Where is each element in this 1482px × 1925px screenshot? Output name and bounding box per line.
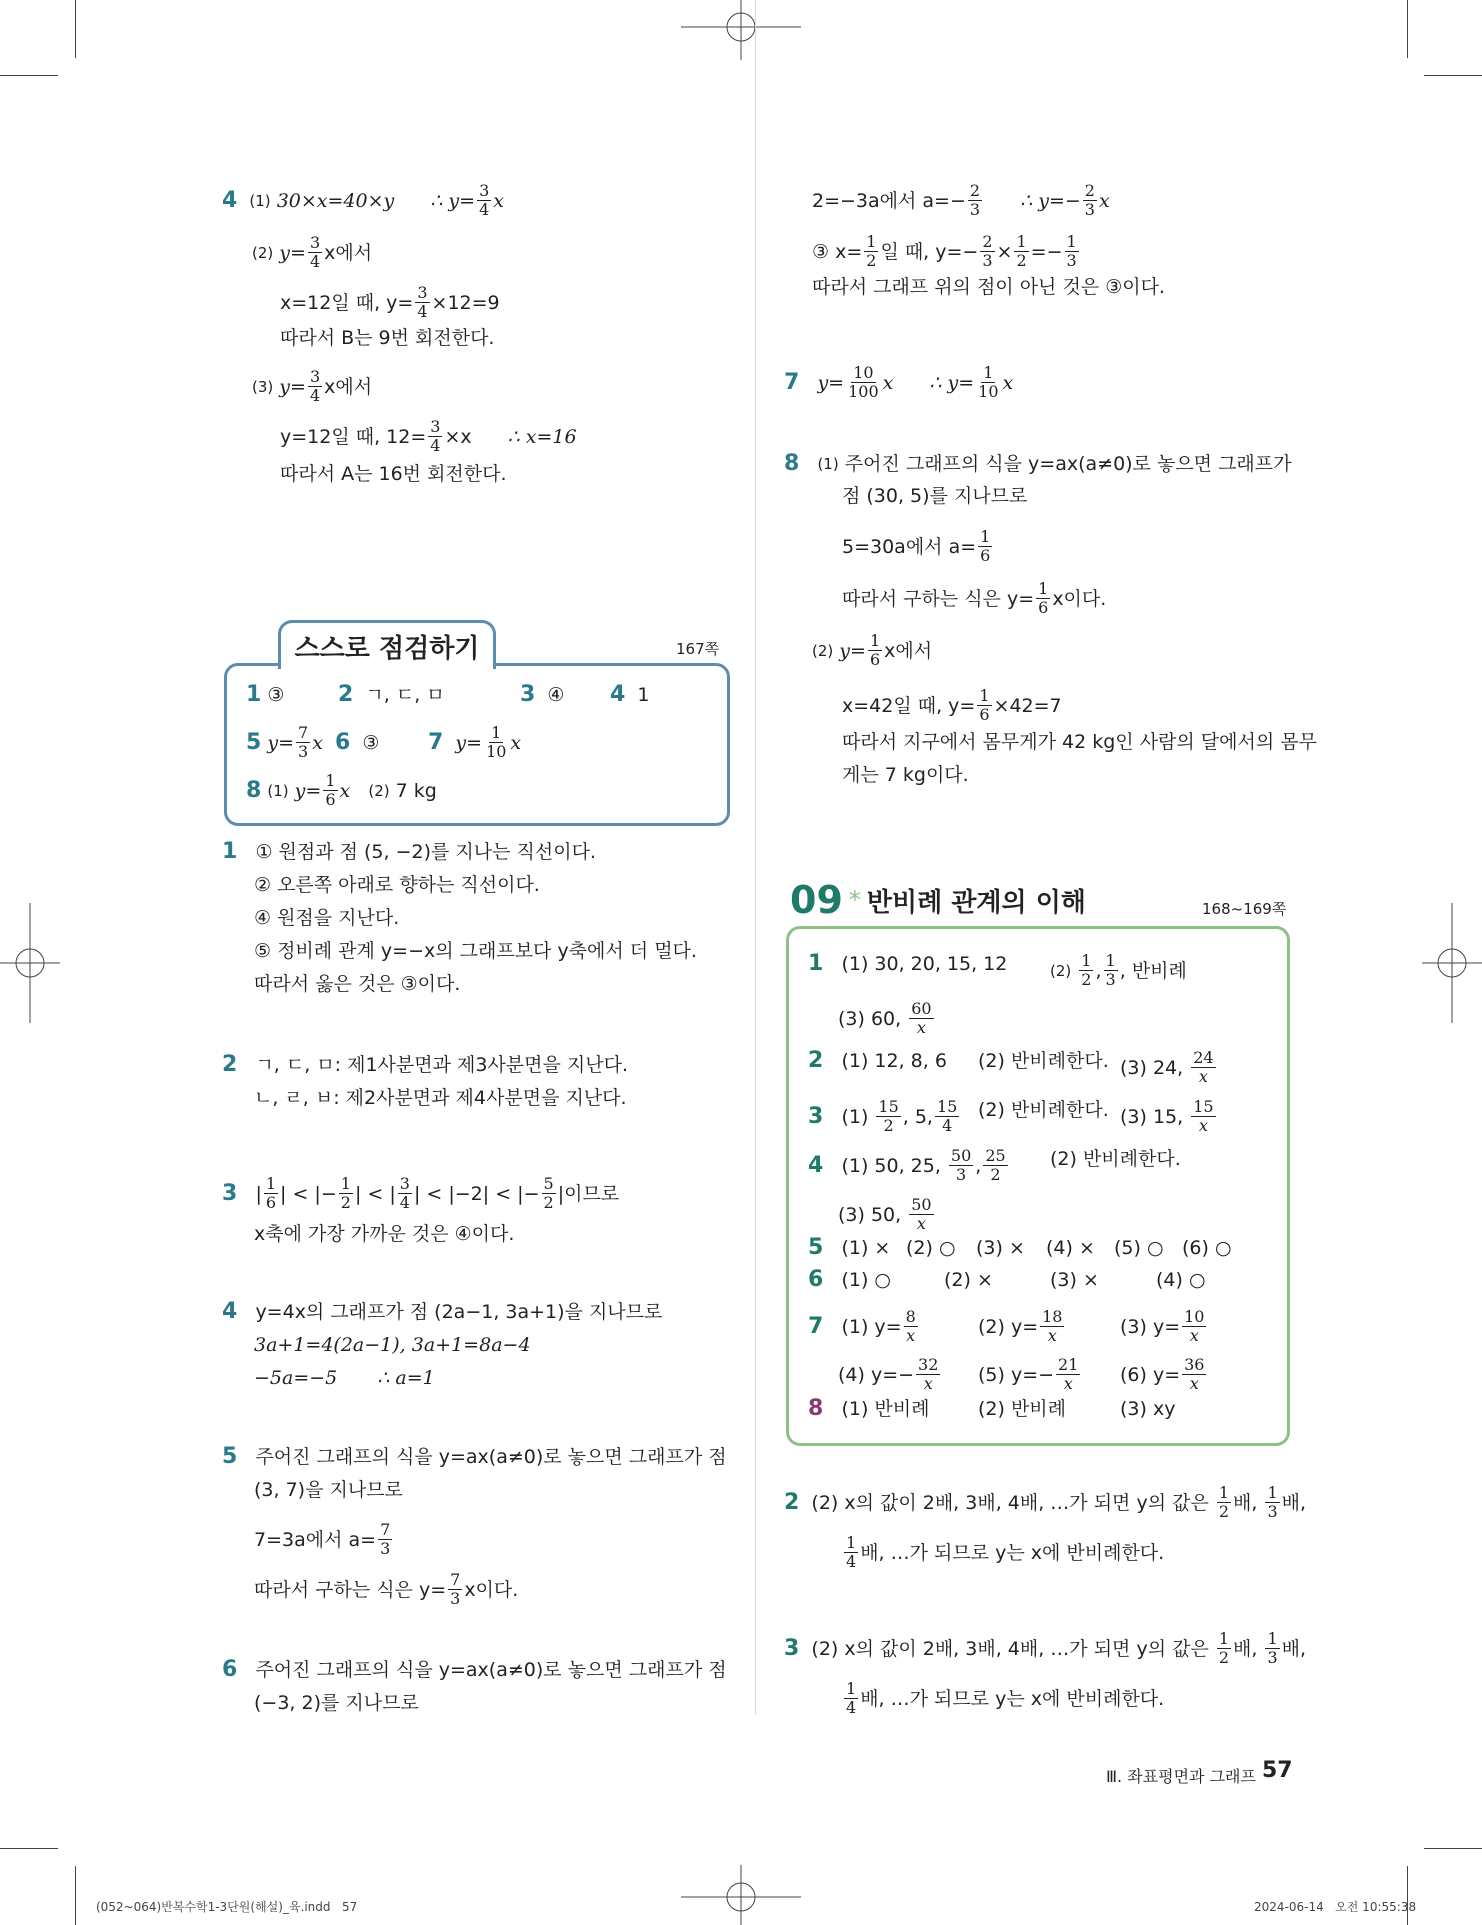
box-row-8b: (2) 반비례 — [978, 1398, 1067, 1420]
box-row-4c: (3) 50, $\frac{50}{x}$ — [838, 1195, 932, 1233]
box-row-6d: (4) ○ — [1156, 1269, 1206, 1291]
q8: 8 (1) 주어진 그래프의 식을 y=ax(a≠0)로 놓으면 그래프가 — [784, 451, 1292, 476]
box-row-5d: (4) × — [1046, 1237, 1095, 1259]
box-row-2c: (3) 24, $\frac{24}{x}$ — [1120, 1048, 1214, 1086]
answer-2: 2 ㄱ, ㄷ, ㅁ: 제1사분면과 제3사분면을 지난다. — [222, 1052, 628, 1077]
box-row-5b: (2) ○ — [906, 1237, 956, 1259]
q4-part2: (2) y= $\frac{3}{4}$ x에서 — [252, 233, 373, 271]
box-row-5f: (6) ○ — [1182, 1237, 1232, 1259]
self-check-title: 스스로 점검하기 — [278, 620, 496, 669]
column-divider — [755, 0, 756, 1715]
box-row-3: 3 (1) $\frac{15}{2}$ , 5, $\frac{15}{4}$ — [808, 1097, 958, 1135]
q4-part2-line3: 따라서 B는 9번 회전한다. — [280, 327, 495, 349]
box-row-1c: (3) 60, $\frac{60}{x}$ — [838, 999, 932, 1037]
crop-mark — [1424, 1848, 1482, 1849]
section-header — [790, 878, 1086, 922]
answer-5-line4: 따라서 구하는 식은 y= $\frac{7}{3}$ x이다. — [254, 1570, 519, 1608]
answer-4-line3: −5a=−5 ∴ a=1 — [254, 1367, 435, 1389]
fraction: $\frac{3}{4}$ — [479, 181, 490, 219]
q4-part3-line2: y=12일 때, 12= $\frac{3}{4}$ ×x ∴ x=16 — [280, 417, 577, 455]
crop-mark — [1407, 0, 1408, 58]
answer-5-line3: 7=3a에서 a= $\frac{7}{3}$ — [254, 1520, 391, 1558]
self-check-row3: 8 (1) y= $\frac{1}{6}$ x (2) 7 kg — [246, 771, 437, 809]
crop-mark — [1407, 1866, 1408, 1925]
date-info: 2024-06-14 오전 10:55:38 — [1254, 1900, 1417, 1914]
q8-line8: 게는 7 kg이다. — [842, 764, 969, 786]
q8-line2: 점 (30, 5)를 지나므로 — [842, 485, 1028, 507]
answer-5-line2: (3, 7)을 지나므로 — [254, 1479, 403, 1501]
box-row-7c: (3) y= $\frac{10}{x}$ — [1120, 1307, 1205, 1345]
q8-part2: (2) y= $\frac{1}{6}$ x에서 — [812, 631, 933, 669]
chapter-label: Ⅲ. 좌표평면과 그래프 — [1106, 1767, 1256, 1786]
box-row-1: 1 (1) 30, 20, 15, 12 — [808, 951, 1008, 976]
page-number: 57 — [1262, 1758, 1293, 1783]
crop-mark — [75, 0, 76, 58]
box-row-5c: (3) × — [976, 1237, 1025, 1259]
q8-line6: x=42일 때, y= $\frac{1}{6}$ ×42=7 — [842, 686, 1062, 724]
registration-mark-icon — [1422, 903, 1482, 1023]
q4-part1: 4 (1) 30×x=40×y ∴ y= $\frac{3}{4}$ x — [222, 181, 504, 219]
box-row-3b: (2) 반비례한다. — [978, 1099, 1109, 1121]
box-row-2b: (2) 반비례한다. — [978, 1050, 1109, 1072]
answer-3: 3 | $\frac{1}{6}$ | < |− $\frac{1}{2}$ | < | $\frac{3}{4}$ | < |−2| < |− $\frac{5}{2}$ |이므로 — [222, 1174, 620, 1212]
box-row-8c: (3) xy — [1120, 1398, 1176, 1420]
answer-1-line5: 따라서 옳은 것은 ③이다. — [254, 973, 461, 995]
answer-1-line2: ② 오른쪽 아래로 향하는 직선이다. — [254, 874, 540, 896]
self-check-row1d: 4 1 — [610, 682, 650, 707]
self-check-row2: 5 y= $\frac{7}{3}$ x 6 ③ — [246, 723, 380, 761]
box-row-7e: (5) y=− $\frac{21}{x}$ — [978, 1355, 1079, 1393]
crop-mark — [0, 75, 58, 76]
explanation-3-line2: $\frac{1}{4}$ 배, …가 되므로 y는 x에 반비례한다. — [846, 1679, 1165, 1717]
r-line2: ③ x= $\frac{1}{2}$ 일 때, y=− $\frac{2}{3}$ × $\frac{1}{2}$ =− $\frac{1}{3}$ — [812, 232, 1077, 270]
explanation-3: 3 (2) x의 값이 2배, 3배, 4배, …가 되면 y의 값은 $\frac{1}{2}$ 배, $\frac{1}{3}$ 배, — [784, 1629, 1307, 1667]
section-number: 09 — [790, 878, 843, 922]
q4-part3: (3) y= $\frac{3}{4}$ x에서 — [252, 367, 373, 405]
r-line3: 따라서 그래프 위의 점이 아닌 것은 ③이다. — [812, 276, 1165, 298]
box-row-8: 8 (1) 반비례 — [808, 1396, 930, 1421]
registration-mark-icon — [681, 1865, 801, 1925]
box-row-7: 7 (1) y= $\frac{8}{x}$ — [808, 1307, 916, 1345]
box-row-4: 4 (1) 50, 25, $\frac{50}{3}$ , $\frac{25}{2}$ — [808, 1146, 1006, 1184]
box-row-5: 5 (1) × — [808, 1235, 891, 1260]
answer-2-line2: ㄴ, ㄹ, ㅂ: 제2사분면과 제4사분면을 지난다. — [254, 1087, 627, 1109]
box-row-7f: (6) y= $\frac{36}{x}$ — [1120, 1355, 1205, 1393]
answer-1-line3: ④ 원점을 지난다. — [254, 907, 400, 929]
section-pages: 168~169쪽 — [1202, 900, 1287, 918]
section-star: * — [848, 886, 861, 914]
registration-mark-icon — [0, 903, 60, 1023]
q8-line4: 따라서 구하는 식은 y= $\frac{1}{6}$ x이다. — [842, 579, 1107, 617]
self-check-page: 167쪽 — [676, 640, 720, 658]
box-row-7d: (4) y=− $\frac{32}{x}$ — [838, 1355, 939, 1393]
answer-4: 4 y=4x의 그래프가 점 (2a−1, 3a+1)을 지나므로 — [222, 1299, 663, 1324]
crop-mark — [1424, 75, 1482, 76]
crop-mark — [0, 1848, 58, 1849]
explanation-2-line2: $\frac{1}{4}$ 배, …가 되므로 y는 x에 반비례한다. — [846, 1533, 1165, 1571]
box-row-6: 6 (1) ○ — [808, 1267, 891, 1292]
answer-1: 1 ① 원점과 점 (5, −2)를 지나는 직선이다. — [222, 839, 596, 864]
crop-mark — [75, 1866, 76, 1925]
box-row-4b: (2) 반비례한다. — [1050, 1148, 1181, 1170]
q8-line7: 따라서 지구에서 몸무게가 42 kg인 사람의 달에서의 몸무 — [842, 731, 1317, 753]
registration-mark-icon — [681, 0, 801, 60]
q4-part2-line2: x=12일 때, y= $\frac{3}{4}$ ×12=9 — [280, 283, 500, 321]
box-row-6b: (2) × — [944, 1269, 993, 1291]
q4-part3-line3: 따라서 A는 16번 회전한다. — [280, 463, 507, 485]
box-row-5e: (5) ○ — [1114, 1237, 1164, 1259]
answer-3-line2: x축에 가장 가까운 것은 ④이다. — [254, 1223, 515, 1245]
answer-6: 6 주어진 그래프의 식을 y=ax(a≠0)로 놓으면 그래프가 점 — [222, 1657, 727, 1682]
answer-5: 5 주어진 그래프의 식을 y=ax(a≠0)로 놓으면 그래프가 점 — [222, 1444, 727, 1469]
answer-4-line2: 3a+1=4(2a−1), 3a+1=8a−4 — [254, 1334, 531, 1356]
explanation-2: 2 (2) x의 값이 2배, 3배, 4배, …가 되면 y의 값은 $\frac{1}{2}$ 배, $\frac{1}{3}$ 배, — [784, 1483, 1307, 1521]
box-row-2: 2 (1) 12, 8, 6 — [808, 1048, 947, 1073]
section-title: 반비례 관계의 이해 — [866, 887, 1086, 918]
box-row-7b: (2) y= $\frac{18}{x}$ — [978, 1307, 1063, 1345]
answer-1-line4: ⑤ 정비례 관계 y=−x의 그래프보다 y축에서 더 멀다. — [254, 940, 697, 962]
answer-6-line2: (−3, 2)를 지나므로 — [254, 1692, 419, 1714]
file-info: (052~064)반복수학1-3단원(해설)_육.indd 57 — [96, 1900, 358, 1914]
self-check-row2b: 7 y= $\frac{1}{10}$ x — [428, 723, 522, 761]
box-row-6c: (3) × — [1050, 1269, 1099, 1291]
r-line1: 2=−3a에서 a=− $\frac{2}{3}$ ∴ y=− $\frac{2}{3}$ x — [812, 181, 1110, 219]
self-check-row1: 1 ③ — [246, 682, 285, 707]
self-check-row1b: 2 ㄱ, ㄷ, ㅁ — [338, 682, 445, 707]
self-check-row1c: 3 ④ — [520, 682, 565, 707]
box-row-1b: (2) $\frac{1}{2}$ , $\frac{1}{3}$ , 반비례 — [1050, 951, 1187, 989]
q7: 7 y= $\frac{10}{100}$ x ∴ y= $\frac{1}{10}$ x — [784, 363, 1014, 401]
q8-line3: 5=30a에서 a= $\frac{1}{6}$ — [842, 527, 991, 565]
box-row-3c: (3) 15, $\frac{15}{x}$ — [1120, 1097, 1214, 1135]
